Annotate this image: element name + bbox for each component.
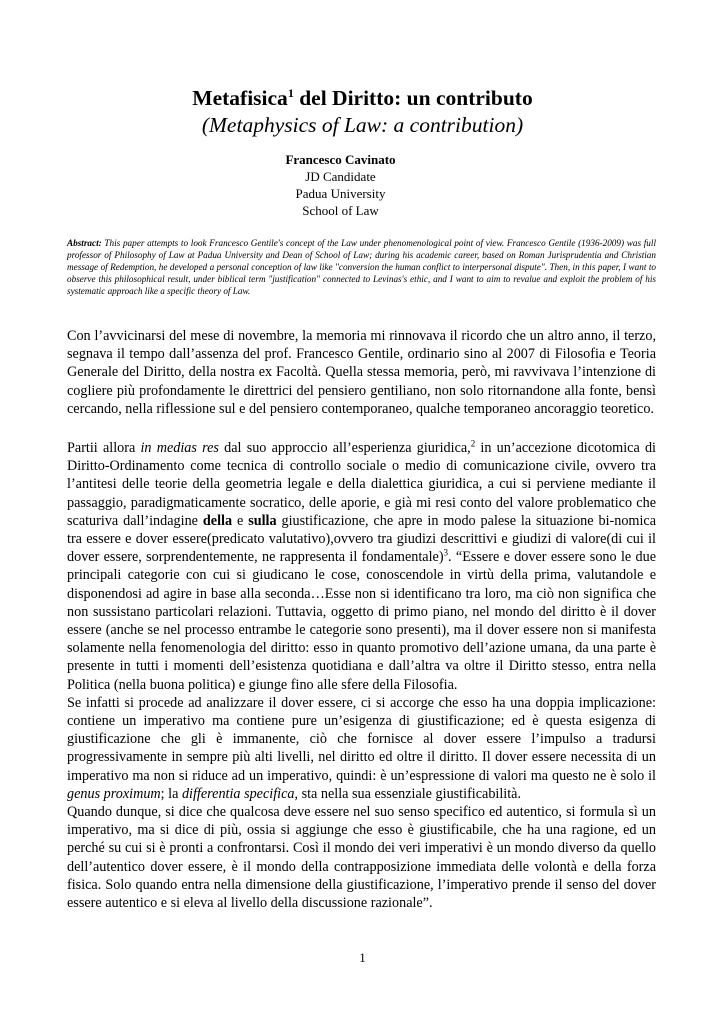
italic-phrase: in medias res xyxy=(140,440,219,456)
text-run: giustificazione, che apre in modo palese la situazione bi-nomica tra essere e dover essere(predicato valutativo),ovvero tra giudizi descrittivi e giudizi di valore(di cui il dover essere, sorprendentemente, ne rappresenta il fondamentale) xyxy=(67,512,656,566)
text-run: Partii allora xyxy=(67,440,141,456)
title-text-part2: del Diritto: un contributo xyxy=(293,86,533,110)
author-name: Francesco Cavinato xyxy=(285,152,396,167)
abstract-label: Abstract: xyxy=(67,238,102,248)
paper-subtitle: (Metaphysics of Law: a contribution) xyxy=(201,113,524,137)
text-run: e xyxy=(232,512,249,529)
body-paragraph-2 xyxy=(67,439,656,694)
text-run: Se infatti si procede ad analizzare il dover essere, ci si accorge che esso ha una doppia implicazione: contiene un imperativo ma contiene pure un’esigenza di giustificazione; ed è questa esigenza di giustificazione che gli è immanente, ciò che fornisce al dover essere l’impulso a tradursi progressivamente in sempre più alti livelli, nel diritto ed oltre il diritto. Il dover essere necessita di un imperativo ma non si riduce ad un imperativo, quindi: è un’espressione di valori ma questo ne è solo il xyxy=(67,694,656,784)
bold-word: sulla xyxy=(248,512,277,529)
text-run: in un’accezione dicotomica di Diritto-Ordinamento come tecnica di controllo sociale o medio di comunicazione civile, ovvero tra l’antitesi delle teorie della geometria legale e della dialettica giuridica, a cui si perviene mediante il passaggio, paradigmaticamente socratico, delle aporie, e già mi resi conto del valore problematico che scaturiva dall’indagine xyxy=(67,440,656,529)
body-text xyxy=(67,439,656,912)
title-text-part1: Metafisica xyxy=(192,86,288,110)
title-block xyxy=(0,84,725,139)
author-school: School of Law xyxy=(302,203,379,218)
body-paragraph-4: Quando dunque, si dice che qualcosa deve essere nel suo senso specifico ed autentico, si formula sì un imperativo, ma si dice di più, ossia si aggiunge che esso è giustificabile, che ha una ragione, ed un perché su cui si è pronti a confrontarsi. Così il mondo dei veri imperativi è un mondo diverso da quello dell’autentico dover essere, è il mondo della contrapposizione immediata delle volontà e della forza fisica. Solo quando entra nella dimensione della giustificazione, l’imperativo prende il senso del dover essere autentico e si eleva al livello della discussione razionale”. xyxy=(67,804,656,912)
body-paragraph-1 xyxy=(67,327,656,418)
abstract-text: This paper attempts to look Francesco Gentile's concept of the Law under phenomenological point of view. Francesco Gentile (1936-2009) was full professor of Philosophy of Law at Padua University and Dean of School of Law; during his academic career, based on Roman Jurisprudentia and Christian message of Redemption, he developed a personal conception of law like "conversion the human conflict to interpersonal dispute". Then, in this paper, I want to observe this philosophical result, under biblical term "justification" connected to Levinas's ethic, and I want to aim to revalue and exploit the problem of his systematic approach like a specific theory of Law. xyxy=(67,238,657,296)
author-role: JD Candidate xyxy=(305,169,376,184)
text-run: , sta nella sua essenziale giustificabilità. xyxy=(294,785,522,802)
body-paragraph-3 xyxy=(67,694,656,803)
title-footnote-mark: 1 xyxy=(287,85,294,100)
text-run: . “Essere e dover essere sono le due principali categorie con cui si giudicano le cose, conoscendole in virtù della prima, valutandole e disponendosi ad agire in base alla seconda…Esse non si identificano tra loro, ma ciò non significa che non sussistano particolari relazioni. Tuttavia, oggetto di primo piano, nel mondo del diritto è il dover essere (anche se nel processo entrambe le categorie sono presenti), ma il dover essere non si manifesta solamente nella fenomenologia del diritto: esso in quanto promotivo dell’azione umana, da una parte è presente in tutti i momenti dell’esistenza quotidiana e dall’altra va oltre il Diritto stesso, entra nella Politica (nella buona politica) e giunge fino alle sfere della Filosofia. xyxy=(67,549,656,693)
author-university: Padua University xyxy=(295,186,386,201)
italic-phrase: differentia specifica xyxy=(181,785,295,802)
text-run: dal suo approccio all’esperienza giuridica, xyxy=(218,440,471,456)
paragraph-text: Con l’avvicinarsi del mese di novembre, la memoria mi rinnovava il ricordo che un altro anno, il terzo, segnava il tempo dall’assenza del prof. Francesco Gentile, ordinario sino al 2007 di Filosofia e Teoria Generale del Diritto, della nostra ex Facoltà. Quella stessa memoria, però, mi ravvivava l’intenzione di cogliere più profondamente le direttrici del pensiero gentiliano, non solo ritornandone alla fonte, bensì cercando, nella riflessione sul e del pensiero contemporaneo, qualche temporaneo ancoraggio teoretico. xyxy=(67,328,656,417)
page-number: 1 xyxy=(359,950,366,965)
footnote-ref-2: 2 xyxy=(470,438,476,449)
text-run: ; la xyxy=(160,785,182,802)
bold-word: della xyxy=(202,512,233,529)
abstract xyxy=(67,237,656,297)
paper-title xyxy=(0,84,725,112)
italic-phrase: genus proximum xyxy=(67,785,161,802)
author-block xyxy=(0,151,681,219)
footnote-ref-3: 3 xyxy=(443,547,449,558)
